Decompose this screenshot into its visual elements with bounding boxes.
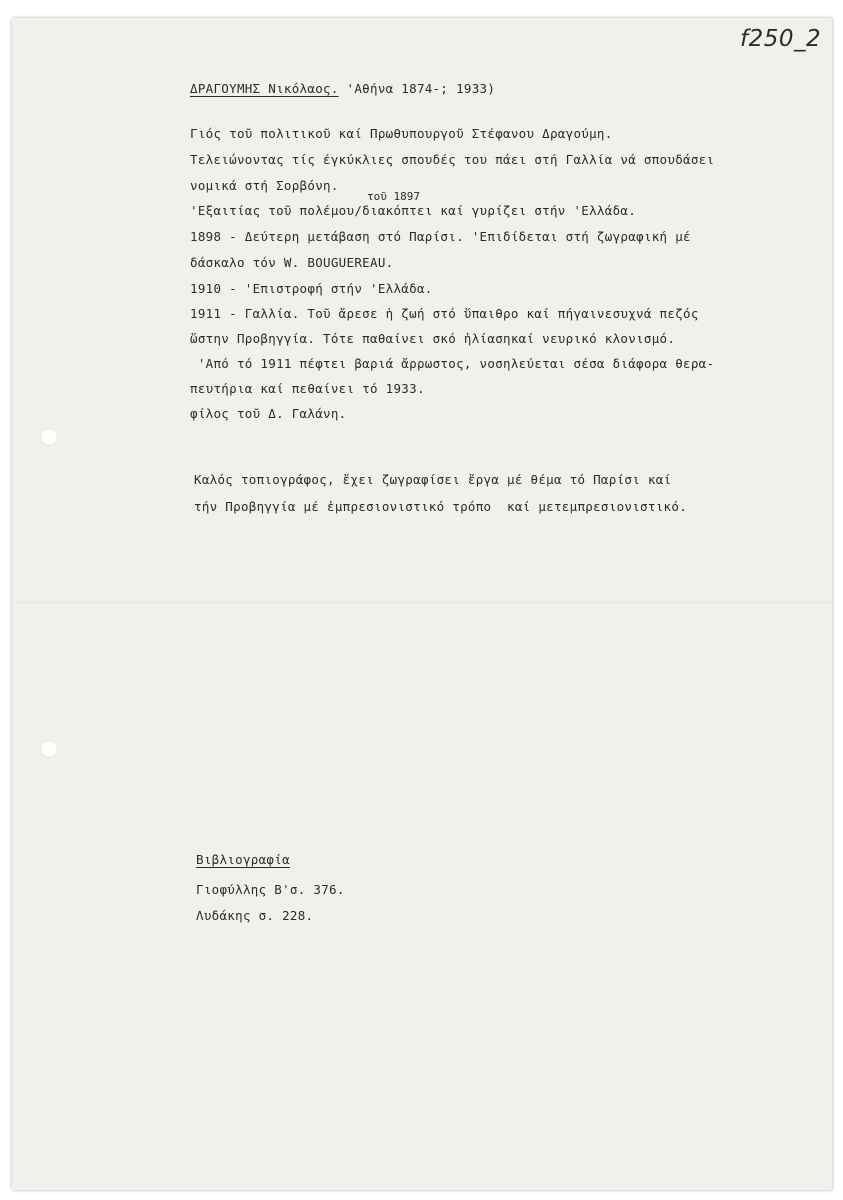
bio-line: Τελειώνοντας τίς έγκύκλιες σπουδές του πάει στή Γαλλία νά σπουδάσει xyxy=(190,152,715,167)
punch-hole xyxy=(40,428,58,446)
bio-line: 1910 - 'Επιστροφή στήν 'Ελλάδα. xyxy=(190,281,433,296)
document-page xyxy=(12,18,832,1190)
bio-line: πευτήρια καί πεθαίνει τό 1933. xyxy=(190,381,425,396)
reference-number: f250_2 xyxy=(740,26,822,52)
subject-name: ΔΡΑΓΟΥΜΗΣ Νικόλαος. xyxy=(190,81,339,96)
bio-line: Γιός τοῦ πολιτικοῦ καί Πρωθυπουργοῦ Στέφανου Δραγούμη. xyxy=(190,126,613,141)
bio-line: νομικά στή Σορβόνη. xyxy=(190,178,339,193)
summary-line: Καλός τοπιογράφος, ἔχει ζωγραφίσει ἔργα μέ θέμα τό Παρίσι καί xyxy=(194,472,672,487)
bio-line: φίλος τοῦ Δ. Γαλάνη. xyxy=(190,406,347,421)
bibliography-entry: Γιοφύλλης Β'σ. 376. xyxy=(196,882,345,897)
document-header xyxy=(190,81,495,96)
subject-dates: 'Αθήνα 1874-; 1933) xyxy=(346,81,496,96)
fold-line xyxy=(12,602,832,604)
overtyped-note: τοῦ 1897 xyxy=(367,190,420,203)
punch-hole xyxy=(40,740,58,758)
bio-line: ὥστην Προβηγγία. Τότε παθαίνει σκό ἡλίασηκαί νευρικό κλονισμό. xyxy=(190,331,676,346)
bibliography-heading: Βιβλιογραφία xyxy=(196,852,290,867)
bio-line: 'Εξαιτίας τοῦ πολέμου/διακόπτει καί γυρίζει στήν 'Ελλάδα. xyxy=(190,203,637,218)
summary-line: τήν Προβηγγία μέ ἐμπρεσιονιστικό τρόπο καί μετεμπρεσιονιστικό. xyxy=(194,499,688,514)
bio-line: 1898 - Δεύτερη μετάβαση στό Παρίσι. 'Επιδίδεται στή ζωγραφική μέ xyxy=(190,229,691,244)
bio-line: 'Από τό 1911 πέφτει βαριά ἄρρωστος, νοσηλεύεται σέσα διάφορα θερα- xyxy=(190,356,715,371)
bio-line: 1911 - Γαλλία. Τοῦ ἄρεσε ἡ ζωή στό ὕπαιθρο καί πήγαινεσυχνά πεζός xyxy=(190,306,699,321)
bibliography-entry: Λυδάκης σ. 228. xyxy=(196,908,314,923)
bio-line: δάσκαλο τόν W. BOUGUEREAU. xyxy=(190,255,394,270)
